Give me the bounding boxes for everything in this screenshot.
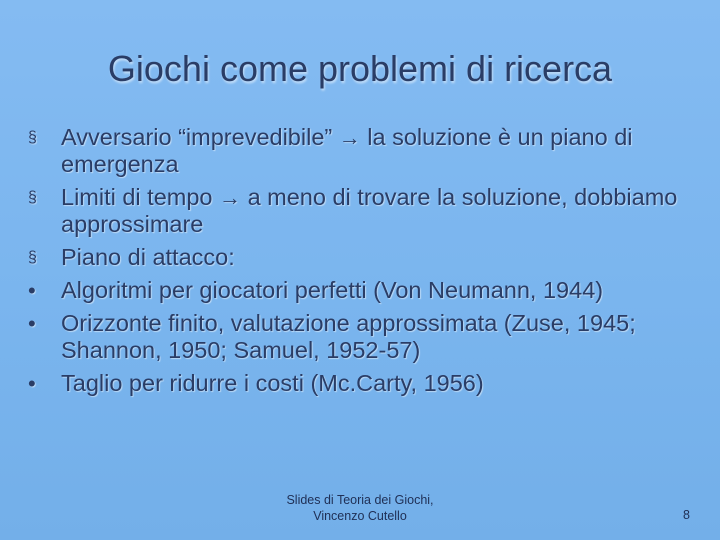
dot-bullet-icon: • xyxy=(28,278,36,303)
bullet-text: Taglio per ridurre i costi (Mc.Carty, 1956) xyxy=(61,370,484,396)
bullet-item xyxy=(28,124,688,178)
slide-footer xyxy=(250,492,470,524)
arrow-right-icon: → xyxy=(219,185,242,210)
footer-line-2: Vincenzo Cutello xyxy=(313,509,407,523)
bullet-text-after: la soluzione è un piano di emergenza xyxy=(61,124,633,177)
section-sign-icon: § xyxy=(28,249,37,266)
section-sign-icon: § xyxy=(28,129,37,146)
arrow-right-icon: → xyxy=(338,125,361,150)
section-sign-icon: § xyxy=(28,189,37,206)
footer-line-1: Slides di Teoria dei Giochi, xyxy=(286,493,434,507)
bullet-text-before: Limiti di tempo xyxy=(61,184,213,210)
bullet-text: Orizzonte finito, valutazione approssimata (Zuse, 1945; Shannon, 1950; Samuel, 1952-57) xyxy=(61,310,636,363)
slide-title: Giochi come problemi di ricerca xyxy=(107,48,613,89)
dot-bullet-icon: • xyxy=(28,311,36,336)
bullet-text-before: Avversario “imprevedibile” xyxy=(61,124,333,150)
bullet-item xyxy=(28,244,688,271)
bullet-list xyxy=(28,124,688,403)
bullet-item xyxy=(28,310,688,364)
dot-bullet-icon: • xyxy=(28,371,36,396)
bullet-text-after: a meno di trovare la soluzione, dobbiamo approssimare xyxy=(61,184,678,237)
bullet-item xyxy=(28,277,688,304)
bullet-text: Algoritmi per giocatori perfetti (Von Neumann, 1944) xyxy=(61,277,604,303)
bullet-item xyxy=(28,184,688,238)
bullet-text: Piano di attacco: xyxy=(61,244,235,270)
bullet-item xyxy=(28,370,688,397)
page-number: 8 xyxy=(683,508,690,522)
